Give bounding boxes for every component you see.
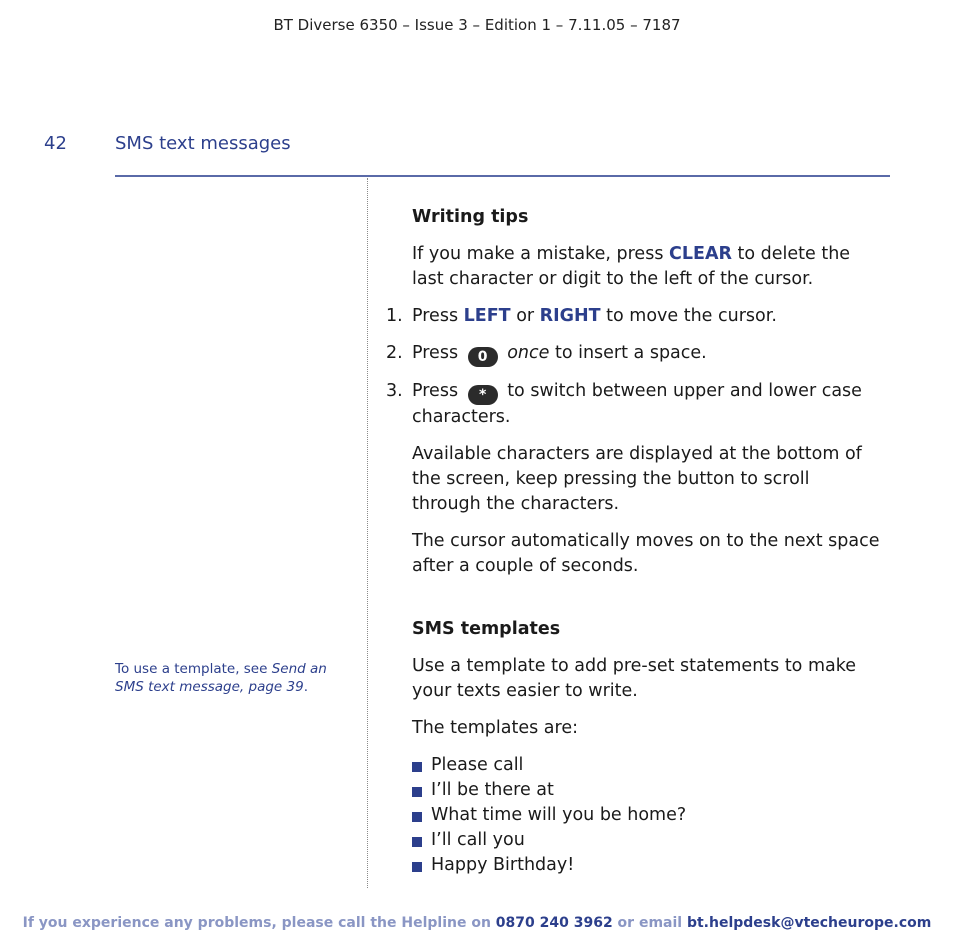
bullet-square-icon — [412, 762, 422, 772]
page-number: 42 — [44, 133, 67, 154]
right-key-label: RIGHT — [539, 306, 601, 326]
bullet-square-icon — [412, 787, 422, 797]
intro-text: If you make a mistake, press — [412, 244, 669, 264]
step-text: to switch between upper and lower case characters. — [412, 381, 862, 427]
template-text: Please call — [431, 755, 524, 775]
sidenote-suffix: . — [303, 679, 308, 695]
sidenote-link: Send an SMS text message, page 39 — [115, 661, 327, 695]
list-item — [412, 778, 882, 803]
cursor-note: The cursor automatically moves on to the next space after a couple of seconds. — [412, 531, 880, 576]
step-text: to insert a space. — [549, 343, 707, 363]
template-text: I’ll call you — [431, 830, 525, 850]
step-2 — [386, 341, 882, 367]
zero-key-icon: 0 — [468, 347, 498, 367]
main-content — [386, 205, 882, 878]
helpdesk-email: bt.helpdesk@vtecheurope.com — [686, 915, 932, 931]
star-key-icon: * — [468, 385, 498, 405]
step-number: 1. — [386, 306, 403, 326]
header-rule — [115, 175, 890, 177]
template-text: What time will you be home? — [431, 805, 687, 825]
sidenote — [115, 660, 335, 696]
list-item — [412, 853, 882, 878]
step-emphasis: once — [507, 343, 550, 363]
column-divider — [367, 178, 368, 888]
sms-templates-heading: SMS templates — [412, 619, 561, 639]
template-text: I’ll be there at — [431, 780, 554, 800]
writing-tips-intro — [412, 242, 882, 292]
step-text: Press — [412, 381, 464, 401]
templates-list-intro: The templates are: — [412, 718, 578, 738]
section-title: SMS text messages — [115, 133, 291, 154]
list-item — [412, 753, 882, 778]
templates-intro: Use a template to add pre-set statements to make your texts easier to write. — [412, 656, 857, 701]
characters-note: Available characters are displayed at the bottom of the screen, keep pressing the button to scroll through the characters. — [412, 444, 862, 514]
edition-line: BT Diverse 6350 – Issue 3 – Edition 1 – 7.11.05 – 7187 — [273, 16, 681, 34]
templates-list — [412, 753, 882, 878]
bullet-square-icon — [412, 862, 422, 872]
step-1 — [386, 304, 882, 329]
sidenote-prefix: To use a template, see — [115, 661, 272, 677]
list-item — [412, 828, 882, 853]
clear-key-label: CLEAR — [669, 244, 732, 264]
bullet-square-icon — [412, 837, 422, 847]
step-text: or — [510, 306, 540, 326]
footer-text: If you experience any problems, please call the Helpline on — [22, 915, 496, 931]
step-text: Press — [412, 343, 464, 363]
helpline-phone: 0870 240 3962 — [495, 915, 613, 931]
intro-text-rest: to delete the last character or digit to the left of the cursor. — [412, 244, 851, 289]
writing-tips-heading: Writing tips — [412, 207, 529, 227]
step-number: 2. — [386, 343, 403, 363]
helpline-footer — [0, 915, 954, 931]
footer-text: or email — [612, 915, 687, 931]
left-key-label: LEFT — [463, 306, 511, 326]
step-3 — [386, 379, 882, 430]
bullet-square-icon — [412, 812, 422, 822]
step-text: Press — [412, 306, 464, 326]
step-text: to move the cursor. — [600, 306, 777, 326]
template-text: Happy Birthday! — [431, 855, 575, 875]
step-number: 3. — [386, 381, 403, 401]
list-item — [412, 803, 882, 828]
